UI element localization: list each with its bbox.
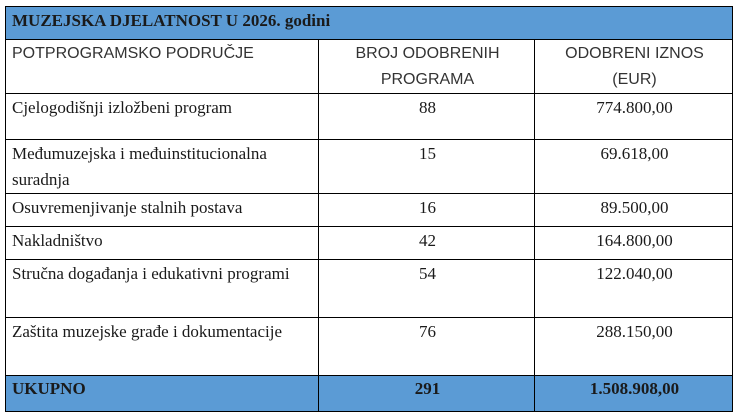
- table-row: [6, 227, 733, 260]
- row-count: 76: [319, 318, 535, 376]
- row-amount: 288.150,00: [535, 318, 733, 376]
- row-area: Cjelogodišnji izložbeni program: [6, 94, 319, 140]
- table-header-row: [6, 40, 733, 94]
- header-count-line1: BROJ ODOBRENIH: [355, 45, 500, 62]
- row-amount: 774.800,00: [535, 94, 733, 140]
- table-title: MUZEJSKA DJELATNOST U 2026. godini: [6, 7, 733, 40]
- header-amount-line2: (EUR): [612, 71, 657, 88]
- row-count: 54: [319, 260, 535, 318]
- header-count-line2: PROGRAMA: [380, 71, 475, 88]
- header-area: [6, 40, 319, 94]
- row-amount: 122.040,00: [535, 260, 733, 318]
- header-amount-line1: ODOBRENI IZNOS: [565, 45, 704, 62]
- row-area: Zaštita muzejske građe i dokumentacije: [6, 318, 319, 376]
- row-area: Stručna događanja i edukativni programi: [6, 260, 319, 318]
- row-amount: 69.618,00: [535, 140, 733, 194]
- table-row: [6, 260, 733, 318]
- table-row: [6, 94, 733, 140]
- table-row: [6, 140, 733, 194]
- row-count: 42: [319, 227, 535, 260]
- row-area: Osuvremenjivanje stalnih postava: [6, 194, 319, 227]
- row-amount: 89.500,00: [535, 194, 733, 227]
- total-amount: 1.508.908,00: [535, 376, 733, 412]
- table-title-row: [6, 7, 733, 40]
- total-count: 291: [319, 376, 535, 412]
- table-row: [6, 194, 733, 227]
- museum-activity-table-container: [5, 6, 733, 412]
- header-area-label: POTPROGRAMSKO PODRUČJE: [12, 45, 254, 62]
- row-count: 16: [319, 194, 535, 227]
- total-label: UKUPNO: [6, 376, 319, 412]
- table-total-row: [6, 376, 733, 412]
- header-count: [319, 40, 535, 94]
- row-count: 88: [319, 94, 535, 140]
- row-area: Nakladništvo: [6, 227, 319, 260]
- header-amount: [535, 40, 733, 94]
- table-row: [6, 318, 733, 376]
- row-count: 15: [319, 140, 535, 194]
- museum-activity-table: [5, 6, 733, 412]
- row-area: Međumuzejska i međuinstitucionalna suradnja: [6, 140, 319, 194]
- row-amount: 164.800,00: [535, 227, 733, 260]
